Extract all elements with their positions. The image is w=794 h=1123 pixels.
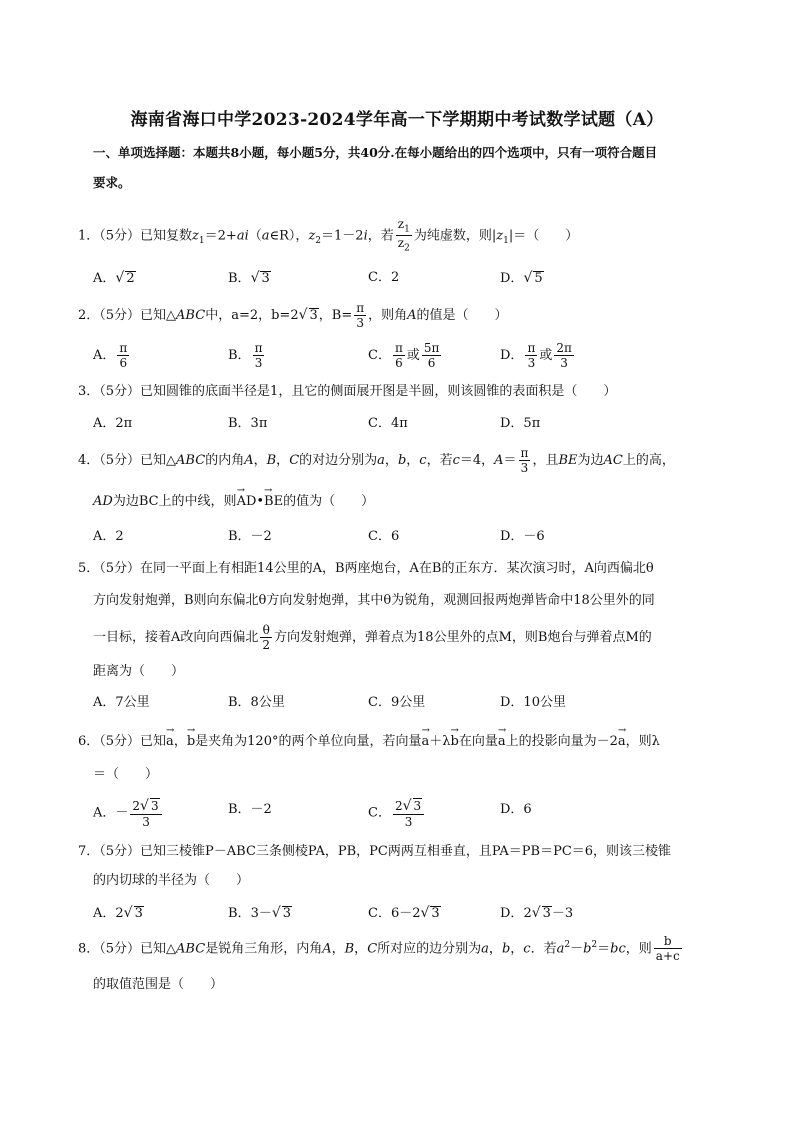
q6-option-c: C． $\frac{2√ 3}{3}$ bbox=[368, 798, 426, 828]
question-8: 8．（5分）已知△ABC是锐角三角形，内角A，B，C所对应的边分别为a，b，c．若$a^2-b^2=bc$，则 $\frac{b}{a+c}$ bbox=[78, 934, 680, 964]
q1-option-c: C．2 bbox=[368, 270, 400, 285]
q5-option-d: D．10公里 bbox=[500, 695, 566, 710]
q6-option-b: B．－2 bbox=[228, 802, 272, 817]
q3-option-d: D．5π bbox=[500, 416, 541, 431]
q3-option-c: C．4π bbox=[368, 416, 408, 431]
question-1: 1．（5分）已知复数$z_1=2+ai(a\in R)$，$z_2=1-2i$，若 $\frac{z_1}{z_2}$ 为纯虚数，则$|z_1|=$（ ） bbox=[78, 217, 579, 254]
question-6-line2: ＝（ ） bbox=[93, 767, 159, 782]
question-4-line2: AD为边BC上的中线，则→ AD•→ BE的值为（ ） bbox=[93, 492, 743, 512]
q2-option-d: D． $\frac{\pi}{3}$ 或 $\frac{2\pi}{3}$ bbox=[500, 341, 572, 370]
question-4: 4．（5分）已知△ABC的内角A，B，C的对边分别为a，b，c，若c＝4，A＝ $\frac{\pi}{3}$ ，且BE为边AC上的高， bbox=[78, 446, 675, 475]
q2-option-a: A． $\frac{\pi}{6}$ bbox=[93, 341, 128, 370]
question-3: 3．（5分）已知圆锥的底面半径是1，且它的侧面展开图是半圆，则该圆锥的表面积是（ ） bbox=[78, 384, 617, 399]
q3-option-a: A．2π bbox=[93, 416, 133, 431]
q1-option-d: D．√ 5 bbox=[500, 270, 543, 286]
q1-option-a: A．√ 2 bbox=[93, 270, 135, 286]
question-2: 2．（5分）已知△ABC中，a=2，b=2√ 3，B= $\frac{\pi}{3}$ ，则角A的值是（ ） bbox=[78, 301, 508, 330]
section-heading-line1: 一、单项选择题：本题共8小题，每小题5分，共40分.在每小题给出的四个选项中，只有一项符合题目 bbox=[93, 145, 658, 160]
q5-option-c: C．9公里 bbox=[368, 695, 426, 710]
q4-option-d: D．－6 bbox=[500, 529, 545, 544]
q6-option-d: D．6 bbox=[500, 802, 532, 817]
question-5-line1: 5．（5分）在同一平面上有相距14公里的A，B两座炮台，A在B的正东方．某次演习时，A向西偏北θ bbox=[78, 561, 654, 576]
question-6: 6．（5分）已知→ a，→ b是夹角为120°的两个单位向量，若向量→ a＋λ→ b在向量→ a上的投影向量为－2→ a，则λ bbox=[78, 732, 728, 752]
page-title: 海南省海口中学2023-2024学年高一下学期期中考试数学试题（A） bbox=[130, 110, 664, 130]
question-1-prefix: 1．（5分）已知复数 bbox=[78, 228, 193, 244]
q4-option-a: A．2 bbox=[93, 529, 124, 544]
q1-option-b: B．√ 3 bbox=[228, 270, 270, 286]
q7-option-d: D．2√ 3－3 bbox=[500, 905, 574, 921]
question-5-line4: 距离为（ ） bbox=[93, 664, 185, 679]
q2-option-b: B． $\frac{\pi}{3}$ bbox=[228, 341, 263, 370]
question-2-prefix: 2．（5分）已知△ bbox=[78, 308, 177, 323]
q7-option-c: C．6－2√ 3 bbox=[368, 905, 440, 921]
q7-option-a: A．2√ 3 bbox=[93, 905, 143, 921]
question-7-line2: 的内切球的半径为（ ） bbox=[93, 873, 250, 888]
q5-option-a: A．7公里 bbox=[93, 695, 150, 710]
q6-option-a: A．－ $\frac{2√ 3}{3}$ bbox=[93, 798, 164, 828]
section-heading-line2: 要求。 bbox=[93, 175, 131, 190]
question-5-line2: 方向发射炮弹，B则向东偏北θ方向发射炮弹，其中θ为锐角，观测回报两炮弹皆命中18公里外的同 bbox=[93, 593, 655, 608]
q3-option-b: B．3π bbox=[228, 416, 268, 431]
q2-option-c: C． $\frac{\pi}{6}$ 或 $\frac{5\pi}{6}$ bbox=[368, 341, 440, 370]
question-8-line2: 的取值范围是（ ） bbox=[93, 977, 224, 992]
question-5-line3: 一目标，接着A改向向西偏北 $\frac{\theta}{2}$ 方向发射炮弹，弹着点为18公里外的点M，则B炮台与弹着点M的 bbox=[93, 623, 652, 652]
q4-option-b: B．－2 bbox=[228, 529, 272, 544]
q4-option-c: C．6 bbox=[368, 529, 400, 544]
question-7-line1: 7．（5分）已知三棱锥P－ABC三条侧棱PA，PB，PC两两互相垂直，且PA＝PB＝PC＝6，则该三棱锥 bbox=[78, 844, 672, 859]
q5-option-b: B．8公里 bbox=[228, 695, 285, 710]
q7-option-b: B．3－√ 3 bbox=[228, 905, 292, 921]
